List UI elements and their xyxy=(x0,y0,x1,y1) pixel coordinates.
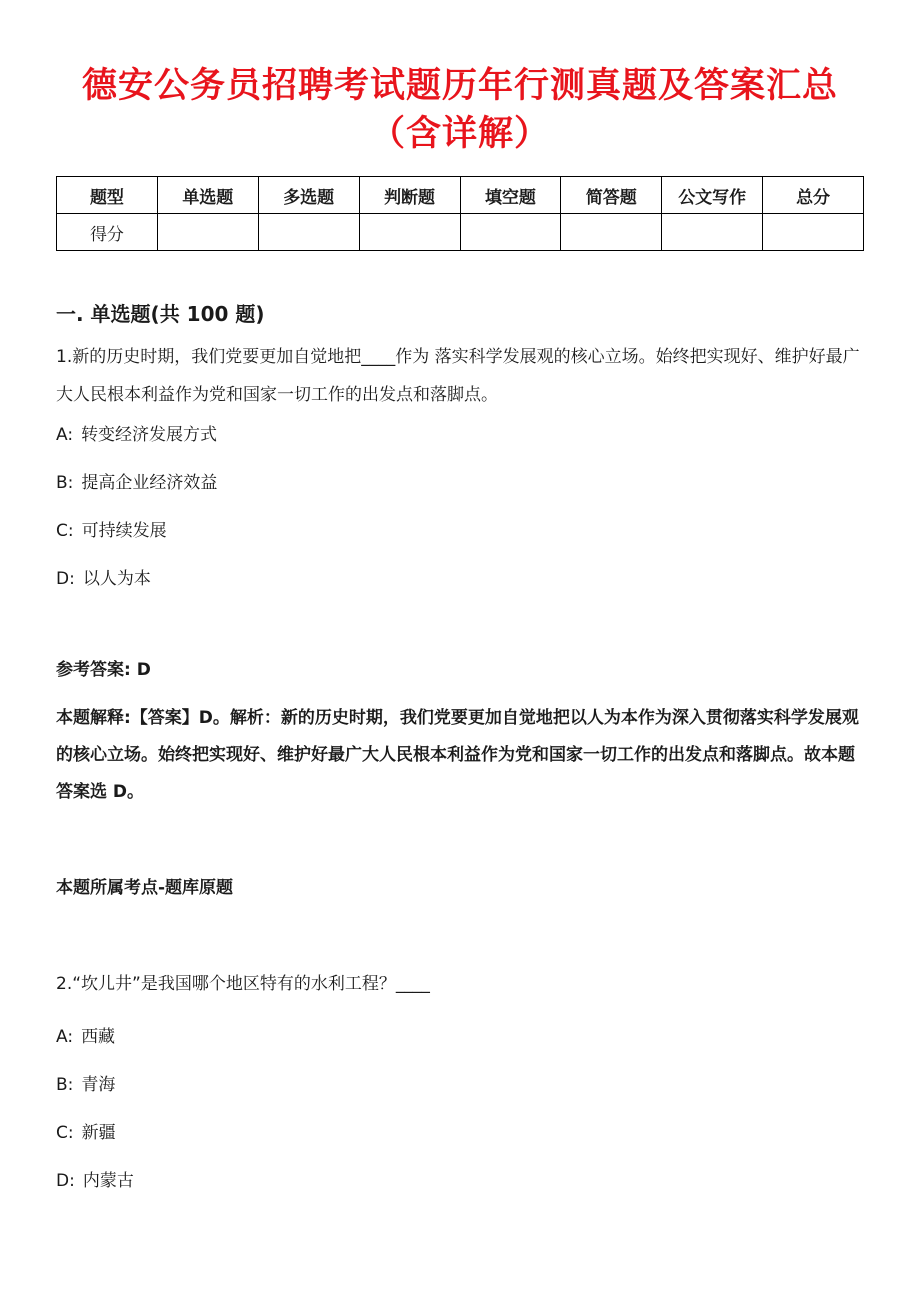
option-text: 西藏 xyxy=(81,1027,116,1047)
score-row-label: 得分 xyxy=(57,214,158,251)
document-title-line-2: （含详解） xyxy=(369,113,550,154)
question-1-option-c xyxy=(56,516,167,541)
question-1-option-d xyxy=(56,564,151,589)
score-table xyxy=(56,176,864,251)
score-cell xyxy=(359,214,460,251)
score-table-score-row xyxy=(57,214,864,251)
question-1-option-a xyxy=(56,420,217,445)
question-1-answer: 参考答案: D xyxy=(56,660,151,680)
header-cell-total: 总分 xyxy=(763,177,864,214)
header-cell-type: 题型 xyxy=(57,177,158,214)
option-text: 新疆 xyxy=(81,1123,116,1143)
option-letter: A: xyxy=(56,425,74,445)
option-text: 可持续发展 xyxy=(81,521,167,541)
score-cell xyxy=(763,214,864,251)
question-1-explanation: 本题解释:【答案】D。解析：新的历史时期，我们党要更加自觉地把以人为本作为深入贯彻落实科学发展观的核心立场。始终把实现好、维护好最广大人民根本利益作为党和国家一切工作的出发点和落脚点。故本题答案选 D。 xyxy=(56,708,859,802)
option-letter: A: xyxy=(56,1027,74,1047)
header-cell-fill-blank: 填空题 xyxy=(460,177,561,214)
question-1-option-b xyxy=(56,468,217,493)
score-cell xyxy=(662,214,763,251)
question-2-option-a xyxy=(56,1022,115,1047)
header-cell-multiple-choice: 多选题 xyxy=(258,177,359,214)
option-letter: D: xyxy=(56,569,75,589)
score-cell xyxy=(460,214,561,251)
score-cell xyxy=(258,214,359,251)
option-text: 提高企业经济效益 xyxy=(81,473,218,493)
header-cell-short-answer: 简答题 xyxy=(561,177,662,214)
question-1-text: 1.新的历史时期，我们党要更加自觉地把____作为 落实科学发展观的核心立场。始终把实现好、维护好最广大人民根本利益作为党和国家一切工作的出发点和落脚点。 xyxy=(56,347,860,405)
option-text: 内蒙古 xyxy=(82,1171,134,1191)
question-2-text: 2.“坎儿井”是我国哪个地区特有的水利工程？____ xyxy=(56,974,430,994)
option-letter: B: xyxy=(56,473,74,493)
question-2-option-c xyxy=(56,1118,116,1143)
header-cell-single-choice: 单选题 xyxy=(157,177,258,214)
option-letter: D: xyxy=(56,1171,75,1191)
question-1-knowledge-point: 本题所属考点-题库原题 xyxy=(56,878,234,898)
question-2-option-b xyxy=(56,1070,115,1095)
option-text: 青海 xyxy=(81,1075,116,1095)
section-title: 一. 单选题(共 100 题) xyxy=(56,302,265,326)
question-2-option-d xyxy=(56,1166,134,1191)
option-letter: B: xyxy=(56,1075,74,1095)
score-cell xyxy=(561,214,662,251)
header-cell-official-writing: 公文写作 xyxy=(662,177,763,214)
header-cell-true-false: 判断题 xyxy=(359,177,460,214)
score-table-header-row xyxy=(57,177,864,214)
option-letter: C: xyxy=(56,521,74,541)
score-cell xyxy=(157,214,258,251)
option-letter: C: xyxy=(56,1123,74,1143)
option-text: 以人为本 xyxy=(82,569,151,589)
document-title-line-1: 德安公务员招聘考试题历年行测真题及答案汇总 xyxy=(81,65,838,106)
option-text: 转变经济发展方式 xyxy=(81,425,218,445)
